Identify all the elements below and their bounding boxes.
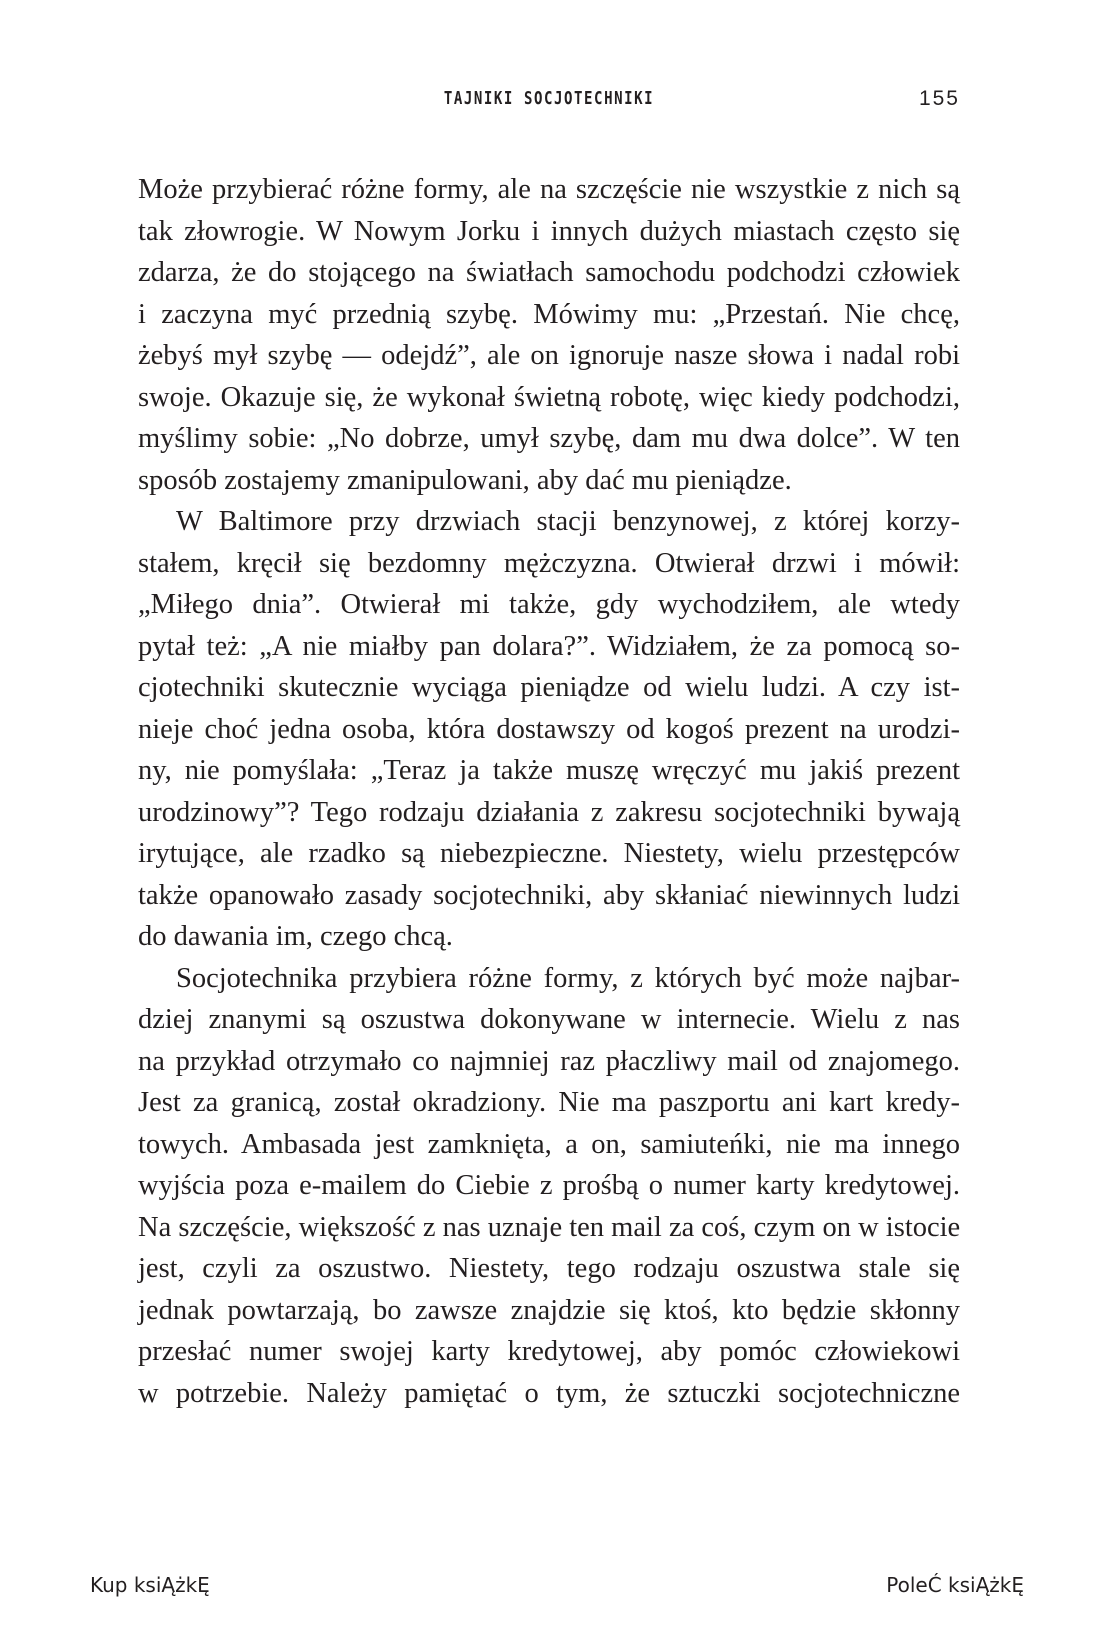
text-line: „Miłego dnia”. Otwierał mi także, gdy wychodziłem, ale wtedy bbox=[138, 589, 960, 620]
text-line: towych. Ambasada jest zamknięta, a on, samiuteńki, nie ma innego bbox=[138, 1128, 960, 1160]
text-line: w potrzebie. Należy pamiętać o tym, że sztuczki socjotechniczne bbox=[138, 1377, 960, 1409]
paragraph bbox=[138, 169, 960, 501]
recommend-book-link[interactable]: PoleĆ ksiĄżkĘ bbox=[886, 1573, 1024, 1597]
text-line: zdarza, że do stojącego na światłach samochodu podchodzi człowiek bbox=[138, 257, 960, 288]
text-line: ny, nie pomyślała: „Teraz ja także muszę wręczyć mu jakiś prezent bbox=[138, 755, 960, 786]
text-line: Może przybierać różne formy, ale na szczęście nie wszystkie z nich są bbox=[138, 174, 960, 205]
text-line: pytał też: „A nie miałby pan dolara?”. Widziałem, że za pomocą so- bbox=[138, 630, 960, 662]
body-text bbox=[138, 169, 960, 1414]
text-line: żebyś mył szybę — odejdź”, ale on ignoruje nasze słowa i nadal robi bbox=[138, 340, 960, 371]
text-line: urodzinowy”? Tego rodzaju działania z zakresu socjotechniki bywają bbox=[138, 796, 960, 828]
text-line: Na szczęście, większość z nas uznaje ten mail za coś, czym on w istocie bbox=[138, 1211, 961, 1243]
running-title: TAJNIKI SOCJOTECHNIKI bbox=[443, 88, 655, 109]
paragraph bbox=[138, 501, 960, 958]
text-line: dziej znanymi są oszustwa dokonywane w internecie. Wielu z nas bbox=[138, 1004, 960, 1035]
text-line: tak złowrogie. W Nowym Jorku i innych dużych miastach często się bbox=[138, 215, 960, 247]
buy-book-link[interactable]: Kup ksiĄżkĘ bbox=[90, 1573, 210, 1597]
text-line: irytujące, ale rzadko są niebezpieczne. Niestety, wielu przestępców bbox=[138, 838, 960, 869]
page-number: 155 bbox=[918, 87, 960, 110]
text-line: cjotechniki skutecznie wyciąga pieniądze od wielu ludzi. A czy ist- bbox=[138, 672, 960, 703]
text-line: jednak powtarzają, bo zawsze znajdzie się ktoś, kto będzie skłonny bbox=[138, 1294, 960, 1326]
text-line: W Baltimore przy drzwiach stacji benzynowej, z której korzy- bbox=[176, 506, 960, 537]
text-line: przesłać numer swojej karty kredytowej, aby pomóc człowiekowi bbox=[138, 1336, 960, 1367]
text-line: i zaczyna myć przednią szybę. Mówimy mu: „Przestań. Nie chcę, bbox=[138, 298, 960, 330]
running-header bbox=[138, 88, 960, 118]
text-line: do dawania im, czego chcą. bbox=[138, 921, 453, 952]
text-line: nieje choć jedna osoba, która dostawszy od kogoś prezent na urodzi- bbox=[138, 713, 960, 745]
text-line: wyjścia poza e-mailem do Ciebie z prośbą o numer karty kredytowej. bbox=[138, 1170, 960, 1201]
text-line: myślimy sobie: „No dobrze, umył szybę, dam mu dwa dolce”. W ten bbox=[138, 423, 960, 454]
text-line: swoje. Okazuje się, że wykonał świetną robotę, więc kiedy podchodzi, bbox=[138, 381, 960, 413]
text-line: stałem, kręcił się bezdomny mężczyzna. Otwierał drzwi i mówił: bbox=[138, 547, 960, 579]
text-line: Jest za granicą, został okradziony. Nie ma paszportu ani kart kredy- bbox=[138, 1087, 960, 1118]
text-line: jest, czyli za oszustwo. Niestety, tego rodzaju oszustwa stale się bbox=[138, 1253, 960, 1284]
paragraph bbox=[138, 958, 960, 1415]
page-footer bbox=[90, 1573, 1024, 1603]
text-line: Socjotechnika przybiera różne formy, z których być może najbar- bbox=[176, 962, 960, 994]
text-line: sposób zostajemy zmanipulowani, aby dać mu pieniądze. bbox=[138, 464, 792, 496]
text-line: także opanowało zasady socjotechniki, aby skłaniać niewinnych ludzi bbox=[138, 879, 960, 911]
text-line: na przykład otrzymało co najmniej raz płaczliwy mail od znajomego. bbox=[138, 1045, 960, 1077]
